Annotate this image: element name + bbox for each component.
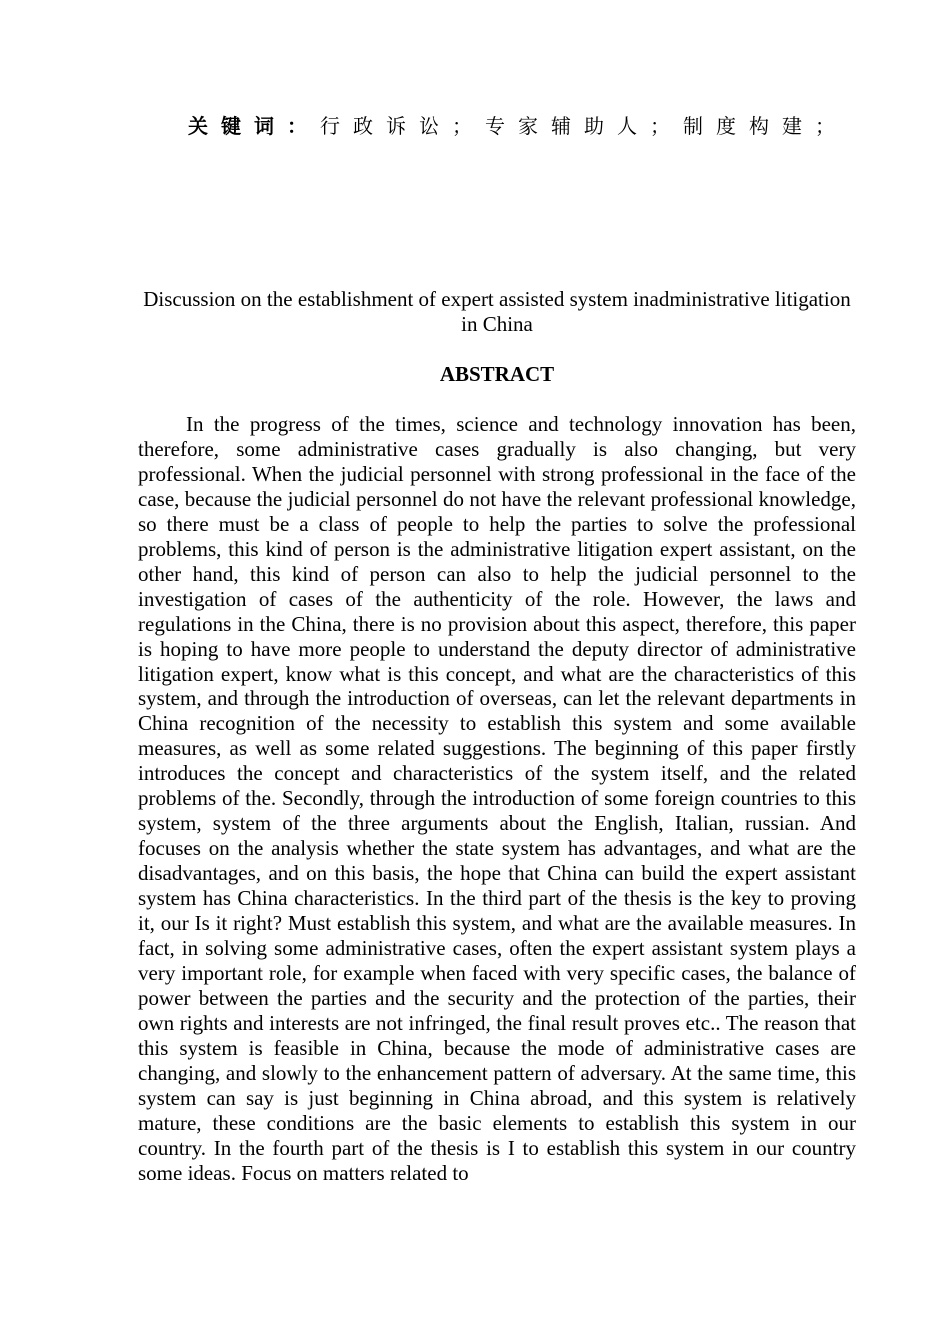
abstract-body: In the progress of the times, science and technology innovation has been, therefore, some administrative cases gradually is also changing, but very professional. When the judicial personnel with strong professional in the face of the case, because the judicial personnel do not have the relevant professional knowledge, so there must be a class of people to help the parties to solve the professional problems, this kind of person is the administrative litigation expert assistant, on the other hand, this kind of person can also to help the judicial personnel to the investigation of cases of the authenticity of the role. However, the laws and regulations in the China, there is no provision about this aspect, therefore, this paper is hoping to have more people to understand the deputy director of administrative litigation expert, know what is this concept, and what are the characteristics of this system, and through the introduction of overseas, can let the relevant departments in China recognition of the necessity to establish this system and some available measures, as well as some related suggestions. The beginning of this paper firstly introduces the concept and characteristics of the system itself, and the related problems of the. Secondly, through the introduction of some foreign countries to this system, system of the three arguments about the English, Italian, russian. And focuses on the analysis whether the state system has advantages, and what are the disadvantages, and on this basis, the hope that China can build the expert assistant system has China characteristics. In the third part of the thesis is the key to proving it, our Is it right? Must establish this system, and what are the available measures. In fact, in solving some administrative cases, often the expert assistant system plays a very important role, for example when faced with very specific cases, the balance of power between the parties and the security and the protection of the parties, their own rights and interests are not infringed, the final result proves etc.. The reason that this system is feasible in China, because the mode of administrative cases are changing, and slowly to the enhancement pattern of adversary. At the same time, this system can say is just beginning in China abroad, and this system is relatively mature, these conditions are the basic elements to establish this system in our country. In the fourth part of the thesis is I to establish this system in our country some ideas. Focus on matters related to: [138, 412, 856, 1185]
keywords-line: [188, 112, 868, 140]
paper-title: Discussion on the establishment of expert assisted system inadministrative litigation in China: [143, 287, 851, 336]
abstract-heading: ABSTRACT: [439, 362, 555, 386]
keywords-label: 关键词：: [188, 114, 320, 138]
keywords-text: 行政诉讼；专家辅助人；制度构建；: [320, 114, 848, 138]
